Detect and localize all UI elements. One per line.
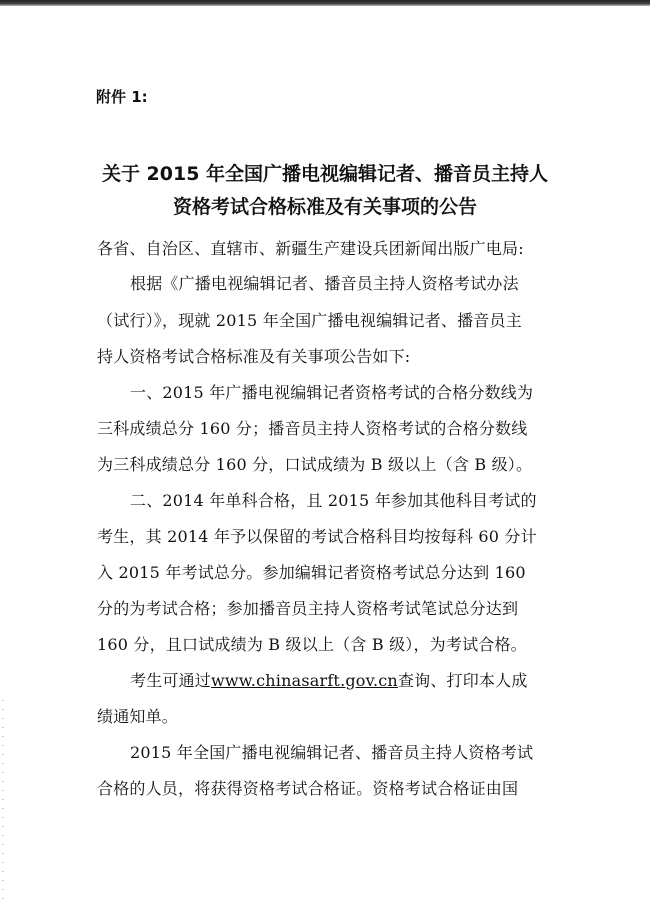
paragraph-2-line-3: 为三科成绩总分 160 分，口试成绩为 B 级以上（含 B 级）。 xyxy=(97,455,533,474)
paragraph-3-line-3: 入 2015 年考试总分。参加编辑记者资格考试总分达到 160 xyxy=(97,563,526,582)
paragraph-4-text-before-url: 考生可通过 xyxy=(130,671,212,690)
scan-margin-specks xyxy=(2,700,4,900)
paragraph-1-line-3: 持人资格考试合格标准及有关事项公告如下: xyxy=(97,347,411,366)
paragraph-3-line-5: 160 分，且口试成绩为 B 级以上（含 B 级），为考试合格。 xyxy=(97,635,527,654)
paragraph-4-line-1 xyxy=(130,671,528,691)
addressee: 各省、自治区、直辖市、新疆生产建设兵团新闻出版广电局: xyxy=(97,239,524,258)
document-title-line-1: 关于 2015 年全国广播电视编辑记者、播音员主持人 xyxy=(101,163,549,185)
website-link[interactable]: www.chinasarft.gov.cn xyxy=(211,671,398,690)
paragraph-1-line-1: 根据《广播电视编辑记者、播音员主持人资格考试办法 xyxy=(130,274,519,293)
paragraph-2-line-2: 三科成绩总分 160 分；播音员主持人资格考试的合格分数线 xyxy=(97,419,528,438)
paragraph-2-line-1: 一、2015 年广播电视编辑记者资格考试的合格分数线为 xyxy=(130,383,534,402)
attachment-label: 附件 1: xyxy=(96,88,148,106)
document-title-line-2: 资格考试合格标准及有关事项的公告 xyxy=(172,196,477,218)
paragraph-3-line-1: 二、2014 年单科合格，且 2015 年参加其他科目考试的 xyxy=(130,491,537,510)
paragraph-3-line-2: 考生，其 2014 年予以保留的考试合格科目均按每科 60 分计 xyxy=(97,527,537,546)
paragraph-5-line-2: 合格的人员，将获得资格考试合格证。资格考试合格证由国 xyxy=(97,779,519,798)
scan-top-edge xyxy=(0,0,650,6)
paragraph-5-line-1: 2015 年全国广播电视编辑记者、播音员主持人资格考试 xyxy=(130,743,534,762)
paragraph-4-text-after-url: 查询、打印本人成 xyxy=(397,671,528,690)
paragraph-1-line-2: （试行）》，现就 2015 年全国广播电视编辑记者、播音员主 xyxy=(97,311,522,330)
paragraph-4-line-2: 绩通知单。 xyxy=(97,707,179,726)
paragraph-3-line-4: 分的为考试合格；参加播音员主持人资格考试笔试总分达到 xyxy=(97,599,519,618)
